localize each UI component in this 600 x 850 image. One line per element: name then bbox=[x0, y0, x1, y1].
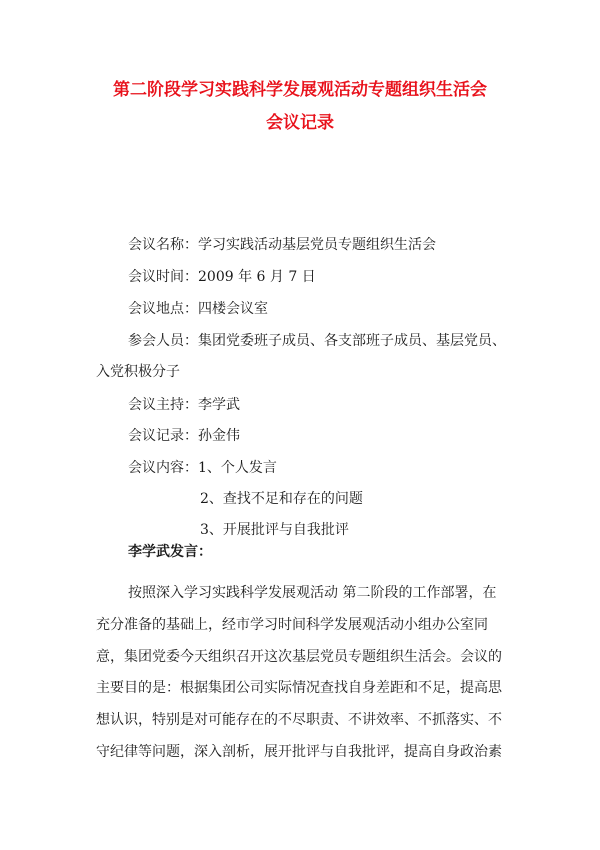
meeting-place-value: 四楼会议室 bbox=[198, 301, 268, 317]
meeting-host-value: 李学武 bbox=[198, 397, 240, 413]
paragraph-line: 守纪律等问题，深入剖析，展开批评与自我批评，提高自身政治素 bbox=[96, 744, 502, 760]
paragraph-line: 主要目的是：根据集团公司实际情况查找自身差距和不足，提高思 bbox=[96, 680, 502, 696]
meeting-attendees-row bbox=[128, 332, 506, 350]
meeting-recorder-label: 会议记录： bbox=[128, 428, 198, 444]
paragraph-line: 充分准备的基础上，经市学习时间科学发展观活动小组办公室同 bbox=[96, 617, 488, 633]
paragraph-line: 按照深入学习实践科学发展观活动 第二阶段的工作部署，在 bbox=[128, 585, 497, 601]
meeting-time-row bbox=[128, 268, 316, 286]
document-title-line-1: 第二阶段学习实践科学发展观活动专题组织生活会 bbox=[113, 80, 487, 100]
meeting-content-item bbox=[200, 521, 349, 539]
meeting-content-row bbox=[128, 459, 277, 477]
meeting-name-label: 会议名称： bbox=[128, 237, 198, 253]
meeting-time-label: 会议时间： bbox=[128, 269, 198, 285]
meeting-name-row bbox=[128, 236, 436, 254]
document-title-line-2: 会议记录 bbox=[266, 113, 334, 133]
meeting-attendees-continuation bbox=[96, 363, 180, 381]
paragraph-line: 想认识，特别是对可能存在的不尽职责、不讲效率、不抓落实、不 bbox=[96, 712, 502, 728]
meeting-content-label: 会议内容： bbox=[128, 460, 198, 476]
meeting-attendees-value-line-1: 集团党委班子成员、各支部班子成员、基层党员、 bbox=[198, 333, 506, 349]
meeting-place-label: 会议地点： bbox=[128, 301, 198, 317]
meeting-content-item bbox=[200, 490, 363, 508]
meeting-attendees-label: 参会人员： bbox=[128, 333, 198, 349]
speaker-heading: 李学武发言： bbox=[128, 544, 212, 560]
meeting-content-item-text: 2、查找不足和存在的问题 bbox=[200, 491, 363, 507]
meeting-attendees-value-line-2: 入党积极分子 bbox=[96, 364, 180, 380]
meeting-time-value: 2009 年 6 月 7 日 bbox=[198, 269, 316, 285]
meeting-content-item-text: 3、开展批评与自我批评 bbox=[200, 522, 349, 538]
meeting-host-row bbox=[128, 396, 240, 414]
meeting-recorder-row bbox=[128, 427, 240, 445]
meeting-name-value: 学习实践活动基层党员专题组织生活会 bbox=[198, 237, 436, 253]
meeting-host-label: 会议主持： bbox=[128, 397, 198, 413]
meeting-content-item: 1、个人发言 bbox=[198, 460, 277, 476]
meeting-place-row bbox=[128, 300, 268, 318]
paragraph-line: 意，集团党委今天组织召开这次基层党员专题组织生活会。会议的 bbox=[96, 649, 502, 665]
meeting-recorder-value: 孙金伟 bbox=[198, 428, 240, 444]
